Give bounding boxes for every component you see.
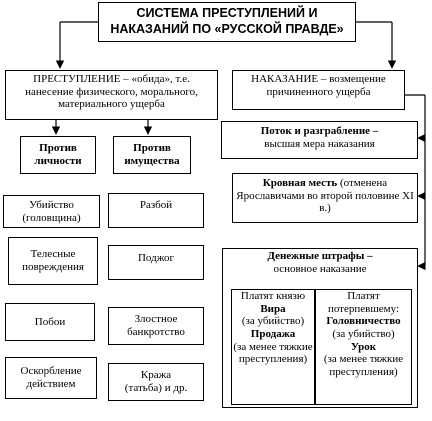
prince-column: [231, 289, 315, 405]
against-property-line-2: имущества: [124, 155, 180, 167]
fines-header: [222, 250, 418, 275]
urok-note: (за менее тяжкие преступления): [323, 353, 404, 378]
vira-title: Вира: [260, 302, 286, 315]
punishment-definition: – возмещение причиненного ущерба: [266, 73, 386, 98]
vira-note: (за убийство): [241, 315, 305, 328]
blood-feud-title: Кровная месть: [262, 177, 338, 189]
crime-item-theft: Кража (татьба) и др.: [108, 363, 204, 401]
punishment-heading: НАКАЗАНИЕ: [251, 73, 319, 85]
golovnichestvo-title: Головничество: [326, 315, 401, 328]
crime-box: [5, 70, 218, 120]
title-line-2: НАКАЗАНИЙ ПО «РУССКОЙ ПРАВДЕ»: [110, 22, 344, 37]
against-property-line-1: Против: [133, 142, 171, 155]
against-person-box: [20, 136, 96, 174]
crime-item-murder: Убийство (головщина): [3, 195, 100, 228]
exile-note: высшая мера наказания: [264, 137, 375, 150]
exile-box: [221, 121, 418, 159]
exile-title: Поток и разграбление –: [260, 125, 379, 137]
diagram-title: [98, 2, 356, 42]
against-property-box: [113, 136, 191, 174]
crime-definition: – «обида», т.е. нанесение физического, морального, материального ущерба: [25, 73, 198, 111]
against-person-line-2: личности: [34, 155, 82, 167]
prodazha-title: Продажа: [250, 327, 296, 340]
crime-item-insult: Оскорбление действием: [5, 357, 97, 399]
fines-note: основное наказание: [273, 262, 367, 275]
blood-feud-note: (отменена Ярославичами во второй половине XI в.): [236, 177, 414, 215]
blood-feud-box: [232, 173, 418, 223]
punishment-box: [232, 70, 405, 110]
victim-column: [315, 289, 412, 405]
prince-intro: Платят князю: [240, 290, 306, 302]
crime-item-beating: Побои: [5, 303, 95, 341]
victim-intro: Платят потерпевшему:: [327, 290, 400, 315]
crime-heading: ПРЕСТУПЛЕНИЕ: [33, 73, 121, 85]
against-person-line-1: Против: [39, 142, 77, 155]
crime-item-arson: Поджог: [108, 245, 204, 280]
title-line-1: СИСТЕМА ПРЕСТУПЛЕНИЙ И: [136, 6, 318, 20]
golovnichestvo-note: (за убийство): [332, 327, 395, 340]
crime-item-bankruptcy: Злостное банкротство: [108, 307, 204, 345]
crime-item-robbery: Разбой: [108, 193, 204, 228]
urok-title: Урок: [350, 340, 377, 353]
prodazha-note: (за менее тяжкие преступления): [233, 340, 313, 366]
crime-item-injury: Телесные повреждения: [8, 237, 98, 285]
fines-title: Денежные штрафы –: [267, 250, 373, 262]
